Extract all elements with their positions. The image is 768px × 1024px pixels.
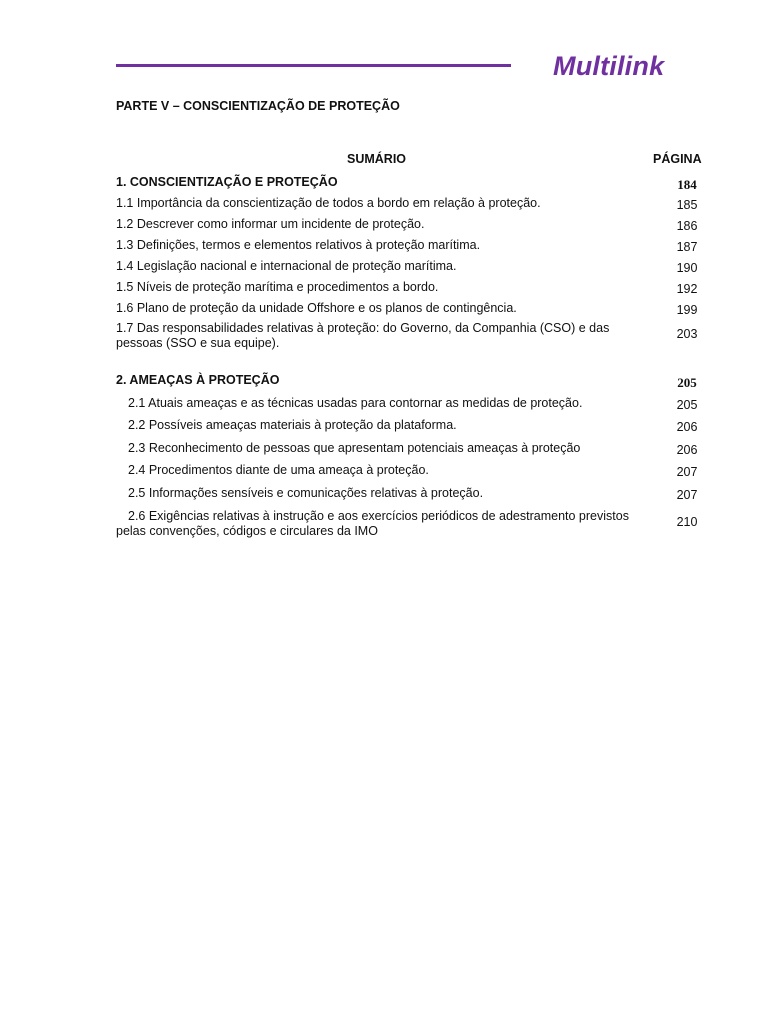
toc-entry-text: 2.1 Atuais ameaças e as técnicas usadas para contornar as medidas de proteção. (128, 396, 583, 410)
toc-entry-text: 1.3 Definições, termos e elementos relativos à proteção marítima. (116, 238, 481, 252)
toc-page-number: 206 (676, 420, 698, 434)
toc-entry-text: 2.4 Procedimentos diante de uma ameaça à proteção. (128, 463, 429, 477)
toc-page-number: 186 (676, 219, 698, 233)
toc-page-number: 184 (677, 177, 697, 192)
toc-entry-text: 1.2 Descrever como informar um incidente de proteção. (116, 217, 425, 231)
toc-column-summary: SUMÁRIO (347, 152, 407, 166)
toc-page-number: 190 (676, 261, 698, 275)
toc-entry-text: 2.6 Exigências relativas à instrução e aos exercícios periódicos de adestramento previstos pelas convenções, códigos e circulares da IMO (116, 509, 629, 538)
toc-column-page: PÁGINA (653, 152, 702, 166)
toc-page-number: 206 (676, 443, 698, 457)
brand-logo: Multilink (553, 51, 665, 81)
toc-page-number: 187 (676, 240, 698, 254)
toc-page-number: 205 (676, 398, 698, 412)
toc-heading-text: 2. AMEAÇAS À PROTEÇÃO (116, 373, 280, 387)
toc-page-number: 210 (676, 515, 698, 529)
toc-entry-text: 1.6 Plano de proteção da unidade Offshore e os planos de contingência. (116, 301, 517, 315)
toc-page-number: 207 (676, 465, 698, 479)
toc-entry-text: 2.5 Informações sensíveis e comunicações relativas à proteção. (128, 486, 484, 500)
toc-page-number: 185 (676, 198, 698, 212)
toc-entry-text: 1.1 Importância da conscientização de todos a bordo em relação à proteção. (116, 196, 541, 210)
header-rule (116, 64, 511, 67)
part-title: PARTE V – CONSCIENTIZAÇÃO DE PROTEÇÃO (116, 99, 400, 113)
toc-entry-text: 2.2 Possíveis ameaças materiais à proteção da plataforma. (128, 418, 457, 432)
toc-entry-text: 1.5 Níveis de proteção marítima e procedimentos a bordo. (116, 280, 439, 294)
toc-page-number: 207 (676, 488, 698, 502)
toc-page-number: 192 (676, 282, 698, 296)
toc-entry-text: 1.7 Das responsabilidades relativas à proteção: do Governo, da Companhia (CSO) e das pessoas (SSO e sua equipe). (116, 321, 610, 350)
toc-entry-text: 1.4 Legislação nacional e internacional de proteção marítima. (116, 259, 457, 273)
toc-page-number: 203 (676, 327, 698, 341)
toc-entry-text: 2.3 Reconhecimento de pessoas que apresentam potenciais ameaças à proteção (128, 441, 581, 455)
toc-page-number: 199 (676, 303, 698, 317)
toc-heading-text: 1. CONSCIENTIZAÇÃO E PROTEÇÃO (116, 175, 338, 189)
toc-page-number: 205 (677, 375, 697, 390)
